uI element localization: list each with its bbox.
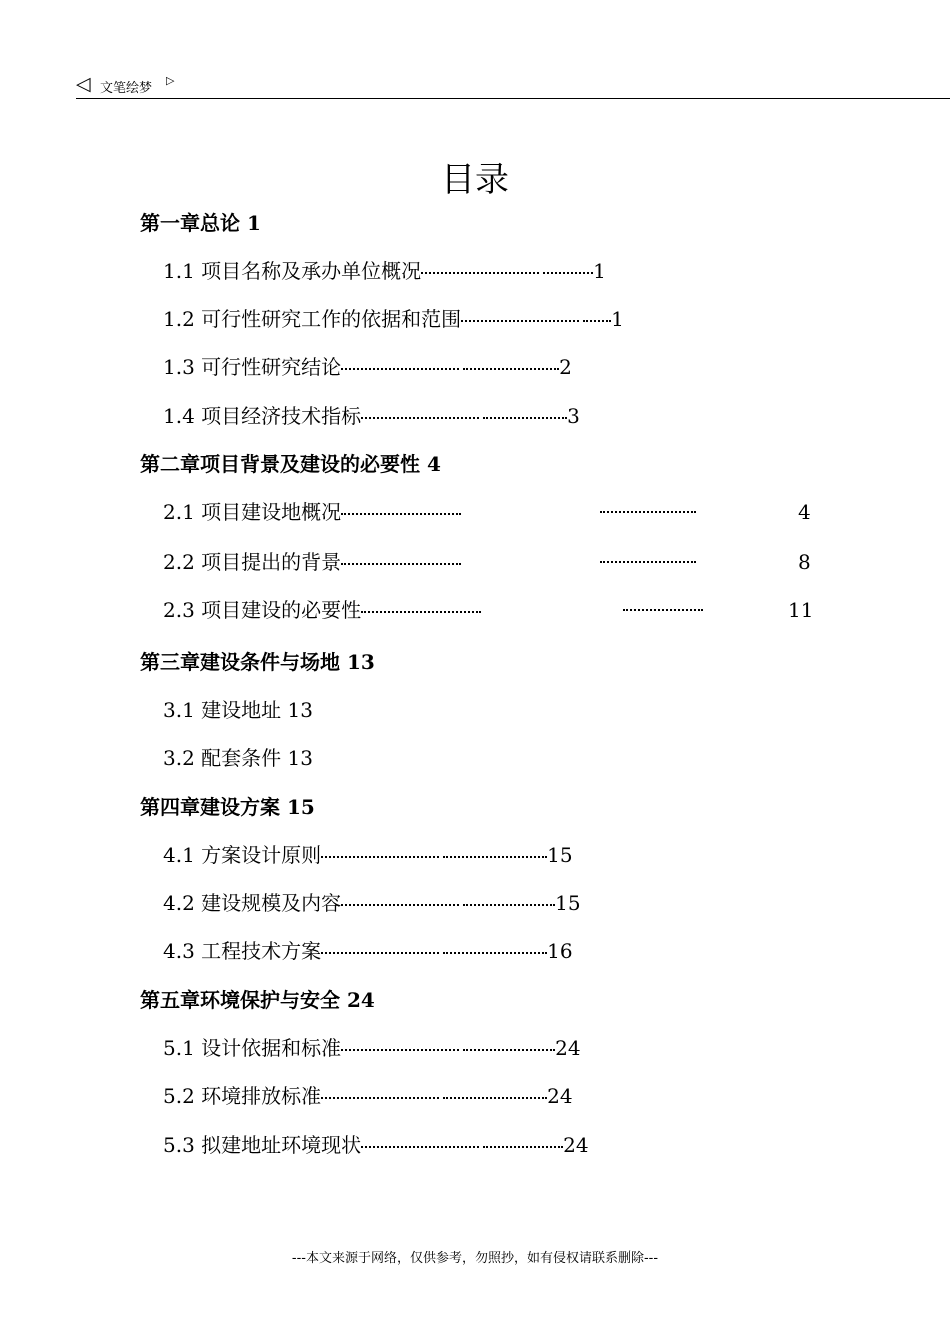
toc-title: 目录 [441,160,509,200]
dot-leader [443,952,547,954]
toc-item-4-3[interactable] [163,938,573,964]
dot-leader [341,1049,459,1051]
toc-item-1-2[interactable] [163,306,624,332]
toc-item-label: 1.3 可行性研究结论 [163,355,342,379]
toc-item-1-4[interactable] [163,403,580,429]
triangle-left-icon: ◁ [76,73,91,95]
toc-item-label: 1.4 项目经济技术指标 [163,404,362,428]
dot-leader [341,904,459,906]
toc-item-label: 2.3 项目建设的必要性 [163,598,362,622]
dot-leader [543,272,593,274]
toc-item-2-2[interactable] [163,549,461,575]
toc-item-label: 4.3 工程技术方案 [163,939,322,963]
toc-item-3-2[interactable] [163,745,313,771]
toc-item-label: 4.2 建设规模及内容 [163,891,342,915]
triangle-right-icon: ▷ [166,74,175,87]
dot-leader [463,904,555,906]
toc-item-label: 3.1 建设地址 13 [163,698,313,722]
toc-item-5-2[interactable] [163,1083,573,1109]
dot-leader [443,1097,547,1099]
toc-item-label: 5.3 拟建地址环境现状 [163,1133,362,1157]
toc-item-label: 5.2 环境排放标准 [163,1084,322,1108]
dot-leader [600,511,696,513]
toc-chapter-4[interactable]: 第四章建设方案 15 [140,795,315,819]
toc-item-1-1[interactable] [163,258,606,284]
dot-leader [361,417,479,419]
toc-item-4-1[interactable] [163,842,573,868]
toc-chapter-1[interactable]: 第一章总论 1 [140,211,261,235]
toc-chapter-2[interactable]: 第二章项目背景及建设的必要性 4 [140,452,441,476]
dot-leader [341,513,461,515]
toc-item-label: 1.1 项目名称及承办单位概况 [163,259,422,283]
header-name: 文笔绘梦 [100,81,153,96]
toc-chapter-5[interactable]: 第五章环境保护与安全 24 [140,988,375,1012]
toc-item-page: 1 [593,259,606,283]
dot-leader [341,368,459,370]
toc-item-label: 1.2 可行性研究工作的依据和范围 [163,307,462,331]
dot-leader [341,563,461,565]
toc-item-page: 15 [555,891,581,915]
toc-item-page: 4 [798,500,811,524]
toc-item-page: 3 [567,404,580,428]
toc-item-page: 24 [563,1133,589,1157]
toc-item-page: 24 [555,1036,581,1060]
dot-leader [443,856,547,858]
toc-item-page: 2 [559,355,572,379]
toc-item-label: 2.2 项目提出的背景 [163,550,342,574]
dot-leader [421,272,539,274]
toc-item-3-1[interactable] [163,697,313,723]
toc-item-1-3[interactable] [163,354,572,380]
toc-chapter-3[interactable]: 第三章建设条件与场地 13 [140,650,375,674]
dot-leader [483,1146,563,1148]
toc-item-page: 1 [611,307,624,331]
toc-item-label: 2.1 项目建设地概况 [163,500,342,524]
toc-item-label: 4.1 方案设计原则 [163,843,322,867]
toc-item-2-1[interactable] [163,499,461,525]
toc-item-label: 3.2 配套条件 13 [163,746,313,770]
toc-item-5-1[interactable] [163,1035,581,1061]
page-footer: ---本文来源于网络，仅供参考，勿照抄，如有侵权请联系删除--- [291,1251,659,1266]
dot-leader [361,611,481,613]
dot-leader [483,417,567,419]
dot-leader [321,952,439,954]
toc-item-2-3[interactable] [163,597,481,623]
dot-leader [463,1049,555,1051]
toc-item-page: 11 [788,598,814,622]
dot-leader [461,320,579,322]
dot-leader [583,320,611,322]
page-header [76,74,950,99]
toc-item-4-2[interactable] [163,890,581,916]
dot-leader [623,609,703,611]
toc-item-page: 24 [547,1084,573,1108]
toc-item-page: 8 [798,550,811,574]
dot-leader [321,1097,439,1099]
toc-item-page: 16 [547,939,573,963]
dot-leader [600,561,696,563]
dot-leader [361,1146,479,1148]
toc-item-page: 15 [547,843,573,867]
toc-item-label: 5.1 设计依据和标准 [163,1036,342,1060]
toc-item-5-3[interactable] [163,1132,589,1158]
dot-leader [463,368,559,370]
dot-leader [321,856,439,858]
